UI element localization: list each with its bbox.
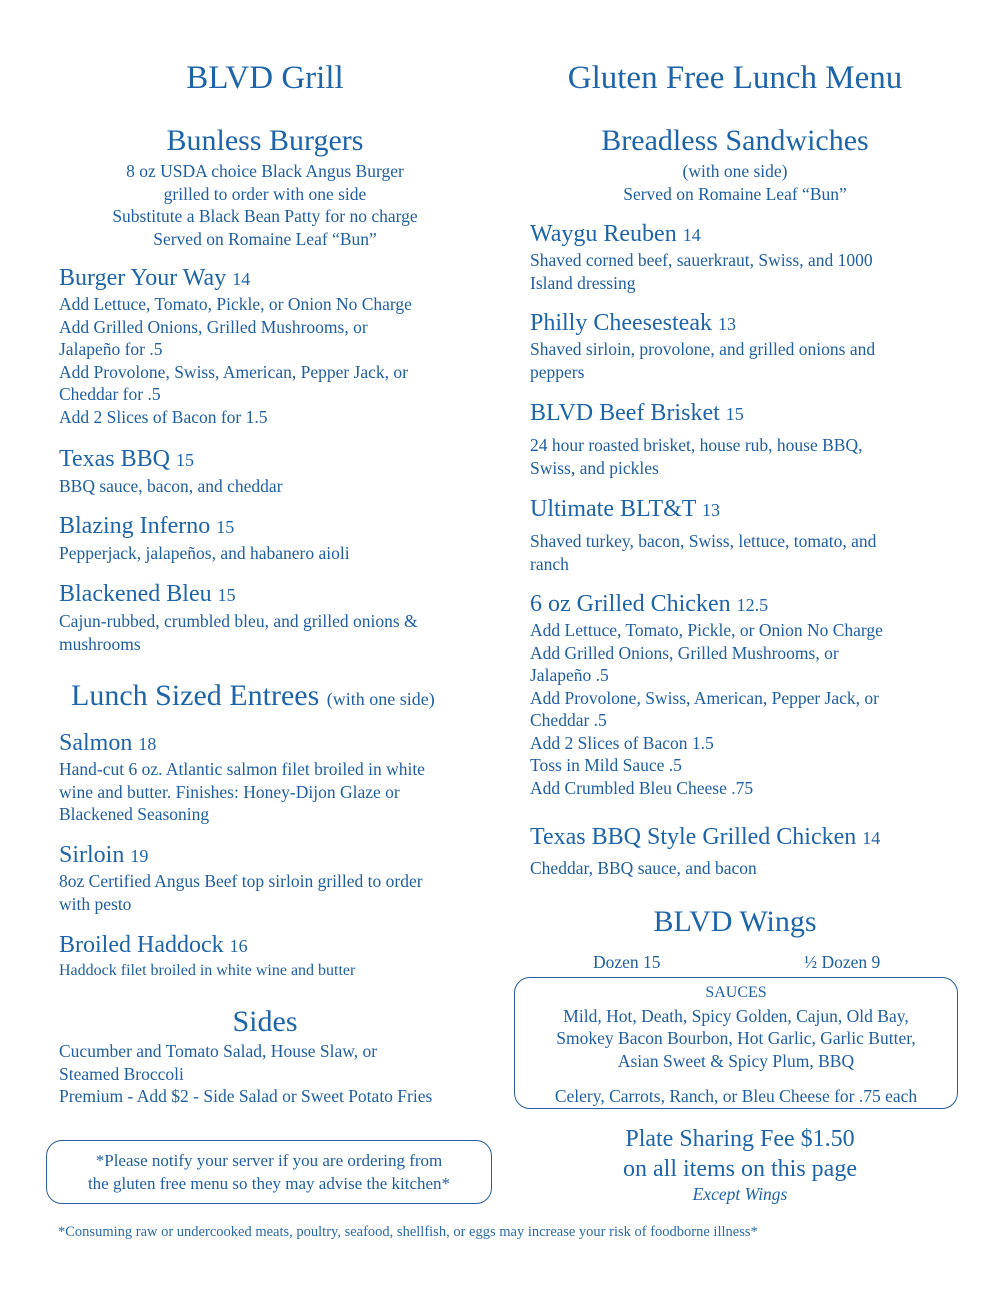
desc-line: Shaved corned beef, sauerkraut, Swiss, and 1000 [530,250,873,270]
item-price: 13 [717,314,736,334]
desc-line: Swiss, and pickles [530,457,659,478]
desc-line: Blackened Seasoning [59,804,210,824]
wings-half-dozen-price: ½ Dozen 9 [804,952,881,972]
intro-line: Served on Romaine Leaf “Bun” [623,183,847,204]
sides-line: Steamed Broccoli [59,1063,184,1084]
desc-line: Add Grilled Onions, Grilled Mushrooms, or [59,316,368,337]
item-description [59,610,418,655]
menu-item [530,497,876,575]
sauce-line: Mild, Hot, Death, Spicy Golden, Cajun, Old Bay, [563,1005,909,1026]
desc-line: Cheddar for .5 [59,384,161,404]
desc-line: 8oz Certified Angus Beef top sirloin grilled to order [59,871,423,891]
notice-line: the gluten free menu so they may advise the kitchen* [87,1174,451,1193]
menu-item [530,311,875,383]
lunch-entrees-heading [71,681,435,711]
wings-heading: BLVD Wings [653,905,817,938]
item-name: Philly Cheesesteak [530,310,712,336]
menu-title: Gluten Free Lunch Menu [567,60,903,96]
bunless-burgers-intro [40,160,490,250]
desc-line: Cheddar .5 [530,710,607,730]
item-price: 16 [229,936,248,956]
restaurant-title: BLVD Grill [186,60,344,96]
item-description [59,293,412,428]
menu-item [59,582,418,655]
desc-line: Add Provolone, Swiss, American, Pepper Jack, or [59,361,408,382]
desc-line: wine and butter. Finishes: Honey-Dijon Glaze or [59,781,400,802]
item-name: Broiled Haddock [59,932,224,958]
bunless-burgers-heading: Bunless Burgers [166,124,364,157]
heading-text: Lunch Sized Entrees [71,679,320,712]
item-description [530,249,873,294]
desc-line: Island dressing [530,272,636,293]
desc-line: Add Lettuce, Tomato, Pickle, or Onion No Charge [59,294,412,314]
item-price: 13 [702,500,720,520]
desc-line: Haddock filet broiled in white wine and butter [59,962,356,979]
desc-line: Jalapeño for .5 [59,339,163,359]
sauce-line: Asian Sweet & Spicy Plum, BBQ [617,1050,855,1071]
desc-line: Cajun-rubbed, crumbled bleu, and grilled onions & [59,611,418,631]
menu-item [59,514,350,565]
item-price: 14 [682,225,701,245]
item-description [59,758,425,826]
wings-extras: Celery, Carrots, Ranch, or Bleu Cheese for .75 each [554,1086,918,1106]
desc-line: Cheddar, BBQ sauce, and bacon [530,858,757,878]
item-name: Blazing Inferno [59,513,211,539]
desc-line: ranch [530,553,569,574]
menu-item [59,933,355,983]
gluten-notice-box [46,1140,492,1204]
item-price: 15 [216,517,235,537]
item-name: BLVD Beef Brisket [530,400,720,426]
desc-line: mushrooms [59,633,141,654]
item-name: Salmon [59,730,133,756]
breadless-sandwiches-intro [510,160,960,205]
item-price: 14 [862,828,881,848]
desc-line: Pepperjack, jalapeños, and habanero aioli [59,543,350,563]
desc-line: Add 2 Slices of Bacon 1.5 [530,732,714,753]
intro-line: grilled to order with one side [163,183,367,204]
menu-item [59,266,412,428]
menu-item [59,447,283,498]
item-price: 14 [232,269,251,289]
sauce-line: Smokey Bacon Bourbon, Hot Garlic, Garlic Butter, [556,1028,916,1048]
item-description [59,475,283,498]
desc-line: Hand-cut 6 oz. Atlantic salmon filet broiled in white [59,759,425,779]
sauces-box [514,977,958,1109]
sharing-line: Plate Sharing Fee $1.50 [625,1126,855,1152]
foodborne-illness-disclaimer: *Consuming raw or undercooked meats, poultry, seafood, shellfish, or eggs may increase your risk of foodborne illness* [58,1224,758,1240]
sides-line: Cucumber and Tomato Salad, House Slaw, or [59,1041,378,1061]
desc-line: peppers [530,361,585,382]
item-description [530,530,876,575]
sharing-exception: Except Wings [692,1184,788,1204]
sides-heading: Sides [232,1005,298,1038]
sauces-label: SAUCES [705,984,767,1001]
item-name: Texas BBQ [59,446,170,472]
intro-line: Served on Romaine Leaf “Bun” [153,228,377,249]
sides-line: Premium - Add $2 - Side Salad or Sweet Potato Fries [59,1086,433,1106]
desc-line: with pesto [59,893,132,914]
item-price: 15 [725,404,744,424]
item-price: 15 [217,585,236,605]
menu-item [530,222,873,294]
item-name: Sirloin [59,842,125,868]
menu-item [530,825,880,880]
desc-line: Add Provolone, Swiss, American, Pepper Jack, or [530,687,879,708]
item-price: 15 [175,450,194,470]
desc-line: Add Lettuce, Tomato, Pickle, or Onion No Charge [530,620,883,640]
item-name: Texas BBQ Style Grilled Chicken [530,824,857,850]
item-name: 6 oz Grilled Chicken [530,591,731,617]
wings-dozen-price: Dozen 15 [593,952,661,972]
breadless-sandwiches-heading: Breadless Sandwiches [601,124,869,157]
item-description [530,619,883,799]
heading-note: (with one side) [326,689,435,709]
menu-item [59,843,423,915]
item-description [530,338,875,383]
desc-line: Shaved turkey, bacon, Swiss, lettuce, tomato, and [530,531,877,551]
menu-item [530,401,862,479]
plate-sharing-notice [510,1124,970,1204]
item-price: 12.5 [736,595,769,615]
menu-item [59,731,425,826]
item-description [59,542,350,565]
item-name: Waygu Reuben [530,221,677,247]
desc-line: Add Crumbled Bleu Cheese .75 [530,777,754,798]
intro-line: Substitute a Black Bean Patty for no charge [112,206,418,226]
desc-line: 24 hour roasted brisket, house rub, house BBQ, [530,435,863,455]
item-name: Burger Your Way [59,265,227,291]
item-description [59,960,355,983]
desc-line: Shaved sirloin, provolone, and grilled onions and [530,339,876,359]
menu-item [530,592,883,799]
item-description [530,857,880,880]
item-price: 18 [138,734,157,754]
item-description [59,870,423,915]
item-name: Blackened Bleu [59,581,212,607]
desc-line: Jalapeño .5 [530,665,609,685]
item-description [530,434,862,479]
sharing-line: on all items on this page [623,1156,857,1182]
item-price: 19 [130,846,149,866]
desc-line: Add Grilled Onions, Grilled Mushrooms, or [530,642,839,663]
item-name: Ultimate BLT&T [530,496,696,522]
intro-line: (with one side) [682,161,788,181]
notice-line: *Please notify your server if you are ordering from [95,1151,443,1170]
desc-line: Toss in Mild Sauce .5 [530,755,682,775]
intro-line: 8 oz USDA choice Black Angus Burger [126,161,404,181]
desc-line: Add 2 Slices of Bacon for 1.5 [59,406,268,427]
sides-list [59,1040,432,1108]
desc-line: BBQ sauce, bacon, and cheddar [59,476,283,496]
